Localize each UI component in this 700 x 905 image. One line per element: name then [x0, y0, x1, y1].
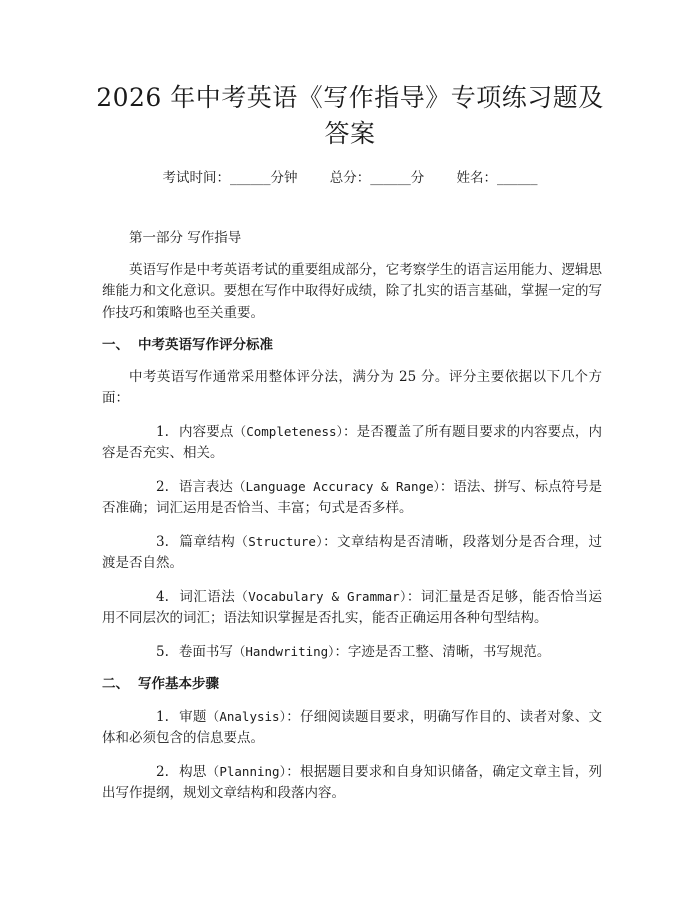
criteria-item — [102, 531, 602, 575]
item-english: （Language Accuracy & Range） — [232, 478, 440, 494]
item-number: 1. — [156, 423, 169, 440]
item-english: （Structure） — [235, 533, 324, 549]
name-label: 姓名： — [456, 170, 498, 186]
item-number: 2. — [156, 763, 169, 780]
score-blank: ______ — [370, 170, 411, 186]
item-text: ：语法、拼写、标点符号是否准确；词汇运用是否恰当、丰富；句式是否多样。 — [102, 478, 602, 516]
section-heading-2 — [102, 674, 602, 696]
item-english: （Handwriting） — [232, 643, 335, 659]
total-score — [330, 170, 425, 186]
item-number: 1. — [156, 708, 169, 725]
item-name: 卷面书写 — [178, 643, 233, 660]
item-name: 词汇语法 — [178, 588, 236, 605]
criteria-item — [102, 421, 602, 465]
title-line-2: 答案 — [324, 119, 376, 148]
item-number: 5. — [156, 643, 169, 660]
item-text: ：仔细阅读题目要求，明确写作目的、读者对象、文体和必须包含的信息要点。 — [102, 708, 602, 746]
item-name: 内容要点 — [178, 423, 234, 440]
time-unit: 分钟 — [270, 170, 298, 186]
item-text: ：是否覆盖了所有题目要求的内容要点，内容是否充实、相关。 — [102, 423, 603, 461]
document-title — [95, 80, 605, 152]
score-unit: 分 — [410, 170, 425, 186]
time-label: 考试时间： — [162, 170, 230, 186]
exam-time — [162, 170, 297, 186]
intro-paragraph: 英语写作是中考英语考试的重要组成部分，它考察学生的语言运用能力、逻辑思维能力和文化意识。要想在写作中取得好成绩，除了扎实的语言基础，掌握一定的写作技巧和策略也至关重要。 — [102, 261, 602, 321]
document-body — [102, 228, 602, 816]
step-item — [102, 706, 602, 750]
item-text: ：词汇量是否足够，能否恰当运用不同层次的词汇；语法知识掌握是否扎实，能否正确运用各种句型结构。 — [102, 588, 603, 626]
item-english: （Vocabulary & Grammar） — [235, 588, 407, 604]
name-blank: ______ — [497, 170, 538, 186]
item-name: 审题 — [178, 708, 207, 725]
item-english: （Analysis） — [206, 708, 287, 724]
section-number: 一、 — [102, 337, 129, 353]
item-text: ：文章结构是否清晰，段落划分是否合理，过渡是否自然。 — [102, 533, 603, 571]
item-name: 篇章结构 — [178, 533, 236, 550]
criteria-item — [102, 586, 602, 630]
item-number: 4. — [156, 588, 169, 605]
student-name — [457, 170, 538, 186]
item-name: 构思 — [178, 763, 207, 780]
item-text: ：字迹是否工整、清晰，书写规范。 — [334, 643, 551, 660]
part-title: 第一部分 写作指导 — [129, 230, 242, 246]
section-title: 写作基本步骤 — [138, 676, 219, 692]
section-heading-1 — [102, 335, 602, 357]
item-english: （Completeness） — [233, 423, 344, 439]
criteria-item — [102, 476, 602, 520]
item-number: 2. — [156, 478, 169, 495]
item-name: 语言表达 — [178, 478, 233, 495]
title-line-1: 2026 年中考英语《写作指导》专项练习题及 — [96, 83, 604, 112]
section-1-intro: 中考英语写作通常采用整体评分法，满分为 25 分。评分主要依据以下几个方面： — [102, 368, 602, 406]
item-number: 3. — [156, 533, 169, 550]
section-number: 二、 — [102, 676, 129, 692]
criteria-item — [102, 641, 602, 664]
time-blank: ______ — [229, 170, 271, 186]
score-label: 总分： — [329, 170, 371, 186]
item-text: ：根据题目要求和自身知识储备，确定文章主旨，列出写作提纲，规划文章结构和段落内容。 — [102, 763, 602, 801]
section-title: 中考英语写作评分标准 — [138, 337, 273, 353]
step-item — [102, 761, 602, 805]
exam-meta — [0, 168, 700, 188]
item-english: （Planning） — [206, 763, 287, 779]
